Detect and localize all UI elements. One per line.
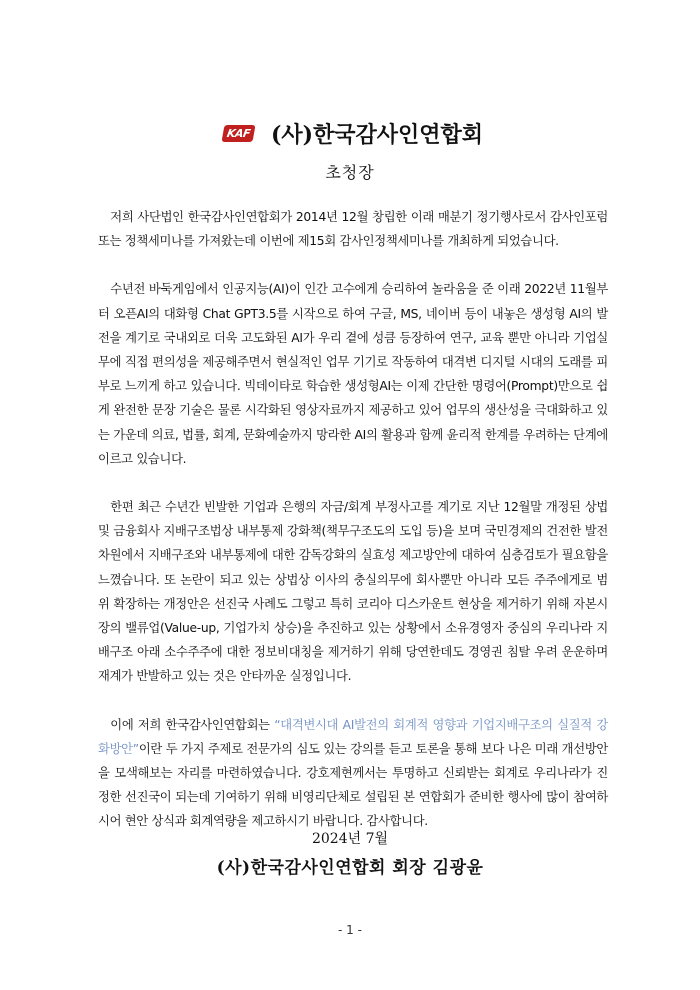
seminar-topic: “대격변시대 AI발전의 회계적 영향과 기업지배구조의 실질적 강화방안” [98,717,608,756]
closing-text-before: 이에 저희 한국감사인연합회는 [110,717,275,732]
paragraph-governance: 한편 최근 수년간 빈발한 기업과 은행의 자금/회계 부정사고를 계기로 지난 12월말 개정된 상법 및 금융회사 지배구조법상 내부통제 강화책(책무구조도의 도입 등)을 보며 국민경제의 건전한 발전 차원에서 지배구조와 내부통제에 대한 감독강화의 실효성 제고방안에 대하여 심층검토가 필요함을 느꼈습니다. 또 논란이 되고 있는 상법상 이사의 충실의무에 회사뿐만 아니라 모든 주주에게로 범위 확장하는 개정안은 선진국 사례도 그렇고 특히 코리아 디스카운트 현상을 제거하기 위해 자본시장의 밸류업(Value-up, 기업가치 상승)을 추진하고 있는 상황에서 소유경영자 중심의 우리나라 지배구조 아래 소수주주에 대한 정보비대칭을 제거하기 위해 당연한데도 경영권 침탈 우려 운운하며 재계가 반발하고 있는 것은 안타까운 실정입니다. [98,500,608,684]
letterhead [0,118,700,149]
signature: (사)한국감사인연합회 회장 김광윤 [216,858,484,878]
logo-text: KAF [222,125,256,142]
paragraph-ai: 수년전 바둑게임에서 인공지능(AI)이 인간 고수에게 승리하여 놀라움을 준 이래 2022년 11월부터 오픈AI의 대화형 Chat GPT3.5를 시작으로 하여 구글, MS, 네이버 등이 내놓은 생성형 AI의 발전을 계기로 국내외로 더욱 고도화된 AI가 우리 곁에 성큼 등장하여 연구, 교육 뿐만 아니라 기업실무에 직접 편의성을 제공해주면서 현실적인 업무 기기로 작동하여 대격변 디지털 시대의 도래를 피부로 느끼게 하고 있습니다. 빅데이타로 학습한 생성형AI는 이제 간단한 명령어(Prompt)만으로 쉽게 완전한 문장 기술은 물론 시각화된 영상자료까지 제공하고 있어 업무의 생산성을 극대화하고 있는 가운데 의료, 법률, 회계, 문화예술까지 망라한 AI의 활용과 함께 윤리적 한계를 우려하는 단계에 이르고 있습니다. [98,282,608,466]
kaf-logo [217,121,261,147]
letter-date: 2024년 7월 [311,831,389,847]
organization-name: (사)한국감사인연합회 [270,122,484,148]
closing-text-after: 이란 두 가지 주제로 전문가의 심도 있는 강의를 듣고 토론을 통해 보다 나은 미래 개선방안을 모색해보는 자리를 마련하였습니다. 강호제현께서는 투명하고 신뢰받는 회계로 우리나라가 진정한 선진국이 되는데 기여하기 위해 비영리단체로 설립된 본 연합회가 준비한 행사에 많이 참여하시어 현안 상식과 회계역량을 제고하시기 바랍니다. 감사합니다. [98,741,608,829]
paragraph-intro: 저희 사단법인 한국감사인연합회가 2014년 12월 창립한 이래 매분기 정기행사로서 감사인포럼 또는 정책세미나를 가져왔는데 이번에 제15회 감사인정책세미나를 개최하게 되었습니다. [98,210,608,249]
page-number: - 1 - [338,923,362,937]
document-title: 초청장 [325,163,375,182]
paragraph-closing [98,713,608,834]
letter-body [98,205,608,834]
